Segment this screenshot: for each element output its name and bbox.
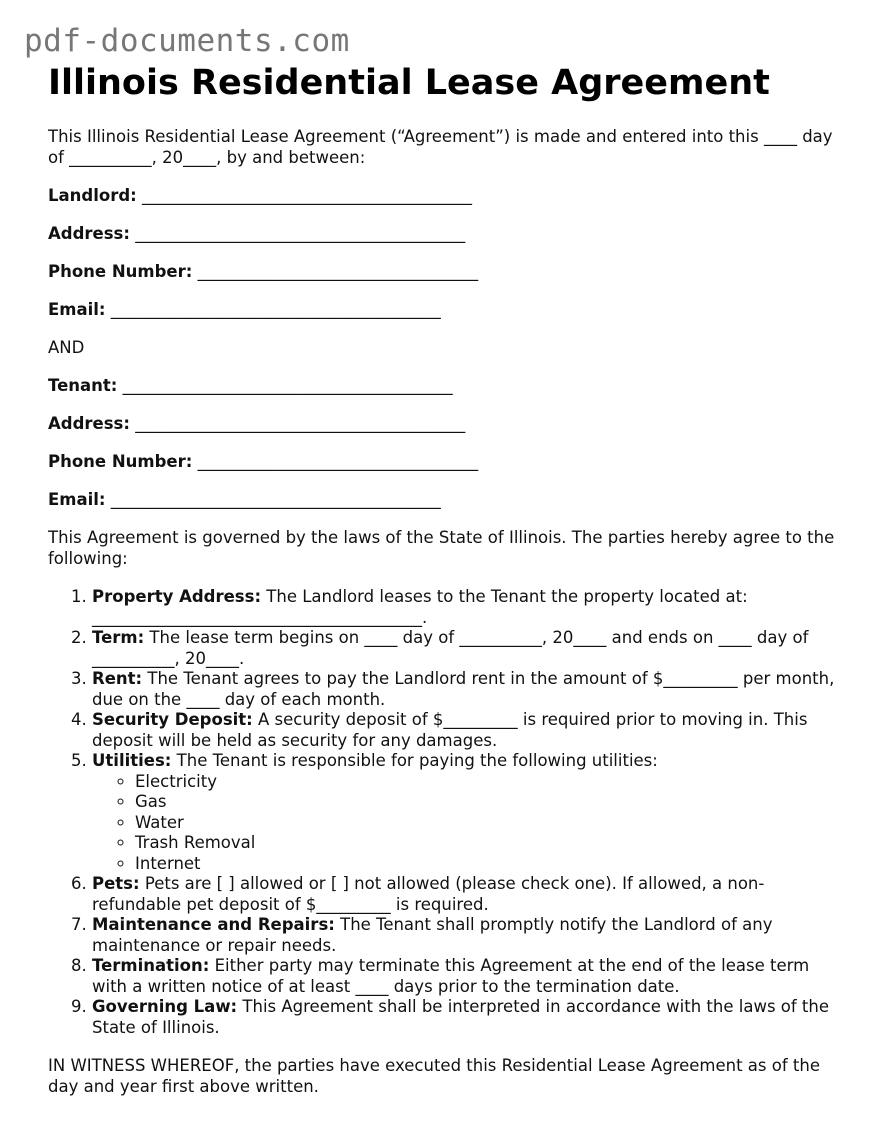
term-text: The Landlord leases to the Tenant the property located at: ________________________________________. [92,587,748,627]
utility-item: ◦ Internet [135,854,838,875]
term-item-term [92,628,838,669]
term-title: Utilities: [92,751,172,770]
term-item-maintenance [92,915,838,956]
tenant-name-blank: ________________________________________ [122,376,453,395]
term-text: A security deposit of $_________ is required prior to moving in. This deposit will be held as security for any damages. [92,710,808,750]
term-title: Term: [92,628,145,647]
tenant-name-label: Tenant: [48,376,118,395]
terms-list [48,587,838,1038]
term-text: The Tenant shall promptly notify the Landlord of any maintenance or repair needs. [92,915,773,955]
landlord-address-blank: ________________________________________ [135,224,466,243]
tenant-address-field [48,414,838,435]
term-item-utilities [92,751,838,874]
landlord-address-label: Address: [48,224,130,243]
tenant-phone-field [48,452,838,473]
tenant-email-label: Email: [48,490,106,509]
tenant-name-field [48,376,838,397]
landlord-email-blank: ________________________________________ [110,300,441,319]
term-text: The lease term begins on ____ day of __________, 20____ and ends on ____ day of __________, 20____. [92,628,809,668]
term-item-property-address [92,587,838,628]
term-item-rent [92,669,838,710]
term-text: This Agreement shall be interpreted in accordance with the laws of the State of Illinois. [92,997,830,1037]
tenant-email-field [48,490,838,511]
page-title: Illinois Residential Lease Agreement [48,63,770,103]
witness-paragraph: IN WITNESS WHEREOF, the parties have executed this Residential Lease Agreement as of the day and year first above written. [48,1056,820,1096]
landlord-address-field [48,224,838,245]
utility-item: ◦ Electricity [135,772,838,793]
and-separator: AND [48,338,85,357]
term-text: The Tenant is responsible for paying the following utilities: [171,751,658,770]
tenant-phone-blank: __________________________________ [197,452,479,471]
landlord-name-label: Landlord: [48,186,137,205]
utility-item: ◦ Gas [135,792,838,813]
term-title: Rent: [92,669,143,688]
intro-paragraph: This Illinois Residential Lease Agreement (“Agreement”) is made and entered into this ____ day of __________, 20____, by and between: [48,127,833,167]
term-item-governing-law [92,997,838,1038]
landlord-name-field [48,186,838,207]
term-text: Pets are [ ] allowed or [ ] not allowed (please check one). If allowed, a non-refundable pet deposit of $_________ is required. [92,874,765,914]
landlord-email-field [48,300,838,321]
tenant-email-blank: ________________________________________ [110,490,441,509]
term-title: Property Address: [92,587,262,606]
landlord-phone-field [48,262,838,283]
tenant-phone-label: Phone Number: [48,452,193,471]
term-title: Pets: [92,874,140,893]
term-title: Maintenance and Repairs: [92,915,335,934]
term-title: Termination: [92,956,210,975]
governed-paragraph: This Agreement is governed by the laws of the State of Illinois. The parties hereby agree to the following: [48,528,835,568]
term-title: Governing Law: [92,997,238,1016]
tenant-address-blank: ________________________________________ [135,414,466,433]
landlord-email-label: Email: [48,300,106,319]
term-item-security-deposit [92,710,838,751]
utility-item: ◦ Trash Removal [135,833,838,854]
term-item-termination [92,956,838,997]
landlord-phone-label: Phone Number: [48,262,193,281]
utilities-list [92,772,838,875]
utility-item: ◦ Water [135,813,838,834]
term-title: Security Deposit: [92,710,253,729]
term-item-pets [92,874,838,915]
landlord-name-blank: ________________________________________ [142,186,472,205]
document-body [48,127,838,1097]
term-text: Either party may terminate this Agreement at the end of the lease term with a written notice of at least ____ days prior to the termination date. [92,956,810,996]
landlord-phone-blank: __________________________________ [197,262,479,281]
term-text: The Tenant agrees to pay the Landlord rent in the amount of $_________ per month, due on the ____ day of each month. [92,669,835,709]
watermark: pdf-documents.com [24,23,350,59]
tenant-address-label: Address: [48,414,130,433]
